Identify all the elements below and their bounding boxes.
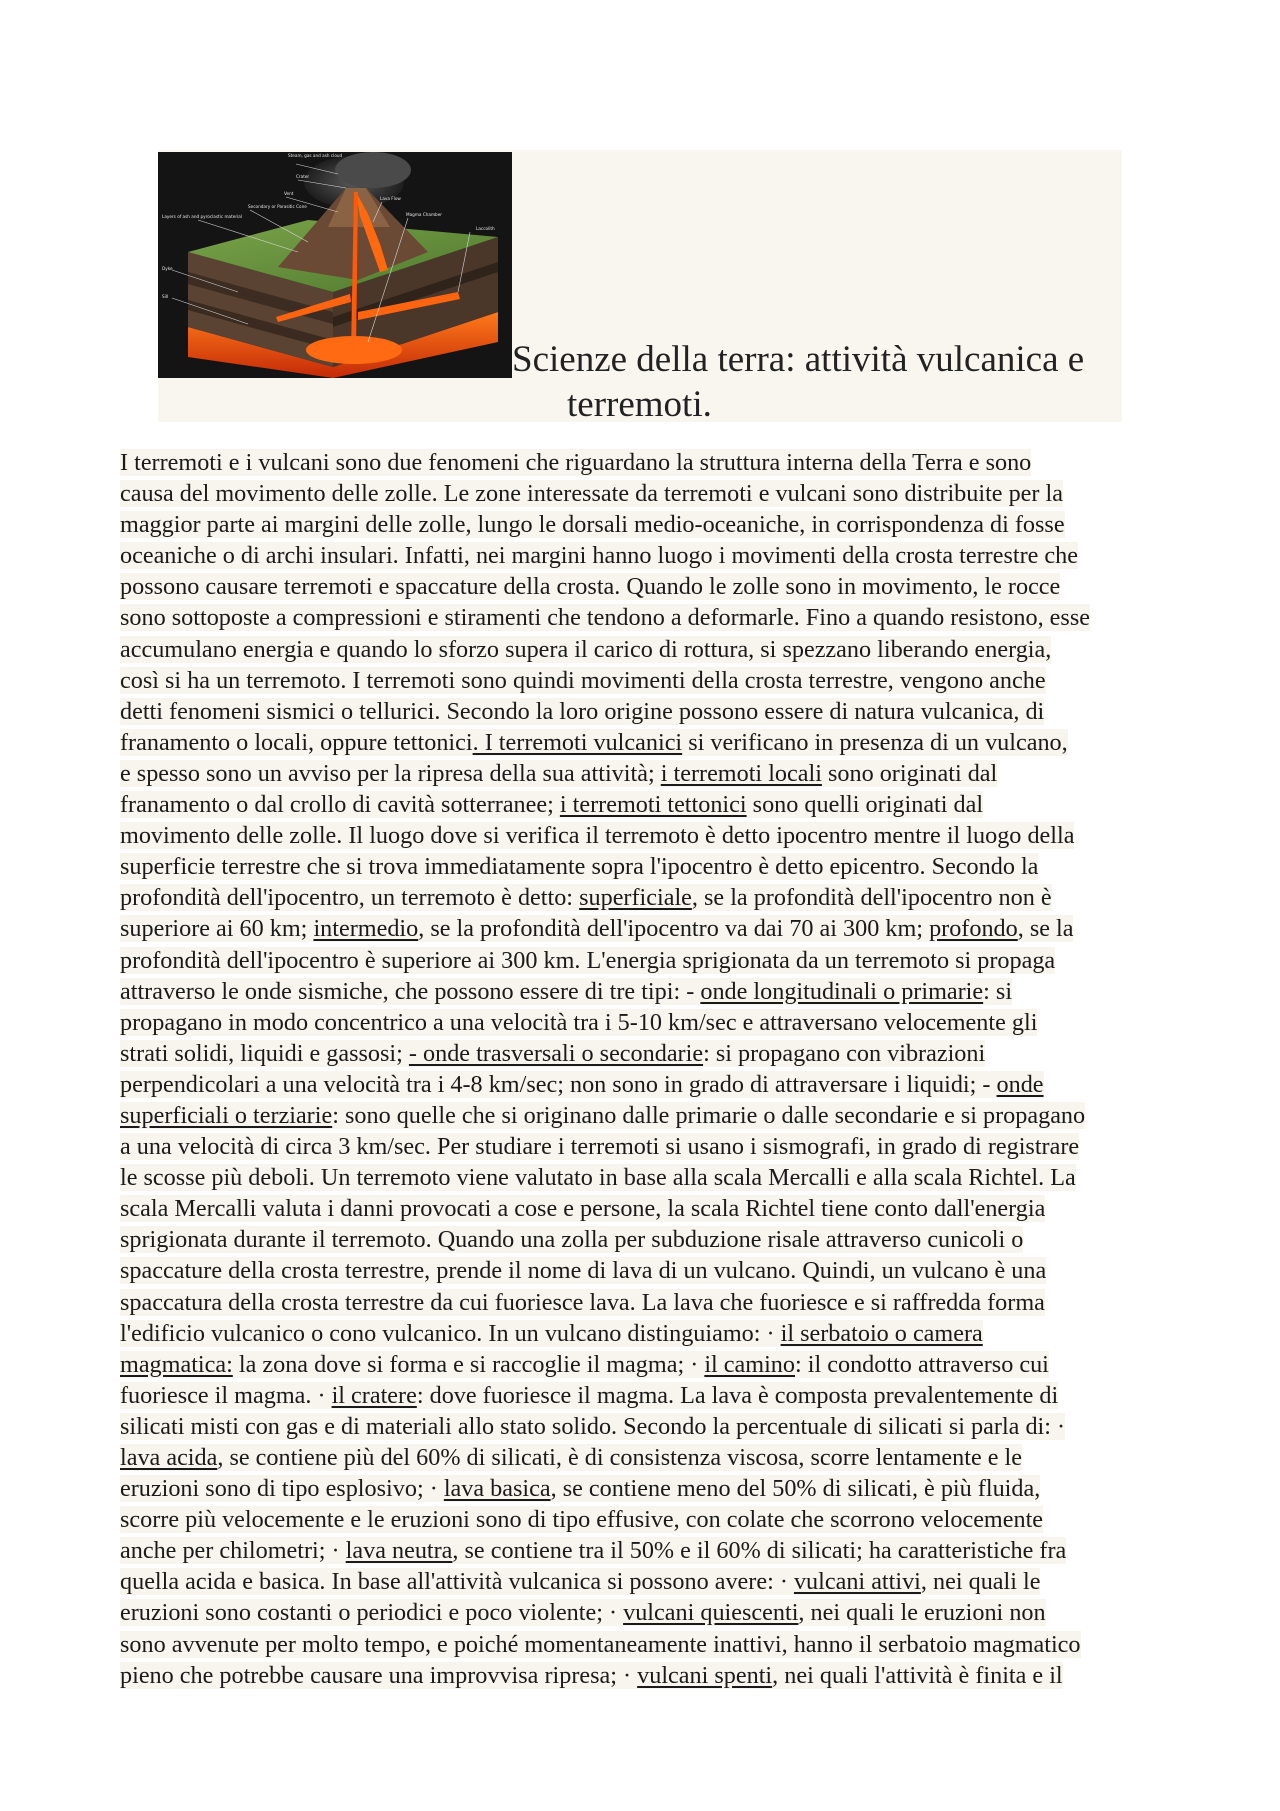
text-segment: quella acida e basica. In base all'attività vulcanica si possono avere: · bbox=[120, 1568, 794, 1596]
page-title bbox=[512, 337, 1122, 427]
text-line bbox=[120, 1224, 1172, 1255]
text-segment: , se contiene meno del 50% di silicati, è più fluida, bbox=[550, 1475, 1041, 1503]
text-segment: detti fenomeni sismici o tellurici. Secondo la loro origine possono essere di natura vulcanica, di bbox=[120, 697, 1045, 725]
text-line bbox=[120, 571, 1172, 602]
underlined-term: il camino bbox=[704, 1350, 795, 1378]
text-line bbox=[120, 1535, 1172, 1566]
title-line-2: terremoti. bbox=[567, 384, 712, 425]
underlined-term: superficiale bbox=[579, 884, 692, 912]
text-segment: scorre più velocemente e le eruzioni sono di tipo effusive, con colate che scorrono velocemente bbox=[120, 1506, 1044, 1534]
text-segment: così si ha un terremoto. I terremoti sono quindi movimenti della crosta terrestre, vengono anche bbox=[120, 666, 1046, 694]
text-segment: franamento o locali, oppure tettonici bbox=[120, 728, 473, 756]
text-segment: l'edificio vulcanico o cono vulcanico. In un vulcano distinguiamo: · bbox=[120, 1319, 781, 1347]
text-line-content bbox=[120, 1444, 1022, 1471]
underlined-term: vulcani attivi bbox=[793, 1568, 921, 1596]
underlined-term: i terremoti tettonici bbox=[559, 791, 747, 819]
text-segment: : il condotto attraverso cui bbox=[795, 1350, 1049, 1378]
text-line-content bbox=[120, 1568, 1040, 1595]
text-line-content bbox=[120, 1289, 1045, 1316]
text-line bbox=[120, 1100, 1172, 1131]
text-segment: , nei quali le eruzioni non bbox=[798, 1599, 1046, 1627]
text-line bbox=[120, 1069, 1172, 1100]
text-segment: sono quelli originati dal bbox=[746, 791, 984, 819]
text-segment: maggior parte ai margini delle zolle, lungo le dorsali medio-oceaniche, in corrispondenza di fosse bbox=[120, 511, 1065, 539]
text-line-content bbox=[120, 729, 1068, 756]
text-line-content bbox=[120, 760, 997, 787]
label-steam-cloud: Steam, gas and ash cloud bbox=[288, 153, 343, 158]
text-line-content bbox=[120, 1195, 1045, 1222]
text-line-content bbox=[120, 978, 1012, 1005]
text-line bbox=[120, 1411, 1172, 1442]
text-segment: propagano in modo concentrico a una velocità tra i 5-10 km/sec e attraversano velocemente gli bbox=[120, 1008, 1038, 1036]
text-line-content bbox=[120, 636, 1051, 663]
text-segment: le scosse più deboli. Un terremoto viene valutato in base alla scala Mercalli e alla scala Richtel. La bbox=[120, 1164, 1076, 1192]
text-line bbox=[120, 882, 1172, 913]
text-line bbox=[120, 1660, 1172, 1691]
text-line-content bbox=[120, 1071, 1044, 1098]
label-secondary-cone: Secondary or Parasitic Cone bbox=[248, 204, 307, 209]
label-laccolith: Laccolith bbox=[476, 226, 495, 231]
text-line-content bbox=[120, 542, 1078, 569]
text-line-content bbox=[120, 604, 1090, 631]
text-line-content bbox=[120, 1351, 1049, 1378]
text-line bbox=[120, 665, 1172, 696]
text-line bbox=[120, 478, 1172, 509]
label-sill: Sill bbox=[162, 294, 169, 299]
text-line bbox=[120, 634, 1172, 665]
underlined-term: lava neutra bbox=[345, 1537, 453, 1565]
text-line-content bbox=[120, 1226, 1023, 1253]
text-line bbox=[120, 447, 1172, 478]
text-segment: , nei quali l'attività è finita e il bbox=[772, 1661, 1063, 1689]
text-line bbox=[120, 509, 1172, 540]
text-segment: silicati misti con gas e di materiali allo stato solido. Secondo la percentuale di silicati si parla di: · bbox=[120, 1412, 1066, 1440]
text-line-content bbox=[120, 884, 1052, 911]
text-segment: movimento delle zolle. Il luogo dove si verifica il terremoto è detto ipocentro mentre il luogo della bbox=[120, 822, 1075, 850]
text-segment: a una velocità di circa 3 km/sec. Per studiare i terremoti si usano i sismografi, in grado di registrare bbox=[120, 1133, 1080, 1161]
volcano-diagram-image bbox=[158, 152, 512, 378]
text-line-content bbox=[120, 667, 1046, 694]
text-line bbox=[120, 696, 1172, 727]
text-line-content bbox=[120, 1040, 985, 1067]
text-line-content bbox=[120, 1133, 1079, 1160]
text-line bbox=[120, 540, 1172, 571]
underlined-term: lava basica bbox=[443, 1475, 551, 1503]
text-line-content bbox=[120, 1382, 1058, 1409]
text-line-content bbox=[120, 1320, 983, 1347]
text-segment: possono causare terremoti e spaccature della crosta. Quando le zolle sono in movimento, le rocce bbox=[120, 573, 1061, 601]
text-segment: , se la bbox=[1017, 915, 1074, 943]
label-lava-flow: Lava Flow bbox=[380, 196, 401, 201]
text-segment: fuoriesce il magma. · bbox=[120, 1381, 332, 1409]
underlined-term: i terremoti locali bbox=[660, 759, 822, 787]
text-segment: , se la profondità dell'ipocentro va dai 70 ai 300 km; bbox=[418, 915, 930, 943]
text-line-content bbox=[120, 1009, 1037, 1036]
text-line bbox=[120, 1504, 1172, 1535]
text-line bbox=[120, 851, 1172, 882]
underlined-term: onde bbox=[996, 1070, 1044, 1098]
text-segment: anche per chilometri; · bbox=[120, 1537, 346, 1565]
text-line bbox=[120, 1629, 1172, 1660]
text-line-content bbox=[120, 1599, 1046, 1626]
text-segment: superficie terrestre che si trova immediatamente sopra l'ipocentro è detto epicentro. Secondo la bbox=[120, 853, 1039, 881]
text-segment: sono sottoposte a compressioni e stiramenti che tendono a deformarle. Fino a quando resistono, esse bbox=[120, 604, 1090, 632]
text-segment: perpendicolari a una velocità tra i 4-8 km/sec; non sono in grado di attraversare i liquidi; - bbox=[120, 1070, 997, 1098]
underlined-term: . I terremoti vulcanici bbox=[472, 728, 683, 756]
text-segment: pieno che potrebbe causare una improvvisa ripresa; · bbox=[120, 1661, 638, 1689]
text-line-content bbox=[120, 480, 1063, 507]
text-line-content bbox=[120, 791, 983, 818]
text-line bbox=[120, 1193, 1172, 1224]
underlined-term: il cratere bbox=[331, 1381, 417, 1409]
text-line-content bbox=[120, 511, 1065, 538]
text-line-content bbox=[120, 853, 1038, 880]
text-line bbox=[120, 789, 1172, 820]
text-line bbox=[120, 1287, 1172, 1318]
text-segment: attraverso le onde sismiche, che possono essere di tre tipi: - bbox=[120, 977, 701, 1005]
text-segment: spaccatura della crosta terrestre da cui fuoriesce lava. La lava che fuoriesce e si raffredda forma bbox=[120, 1288, 1045, 1316]
text-line bbox=[120, 1007, 1172, 1038]
text-line bbox=[120, 913, 1172, 944]
text-line bbox=[120, 1162, 1172, 1193]
text-segment: : si bbox=[983, 977, 1013, 1005]
title-line-1: Scienze della terra: attività vulcanica e bbox=[512, 339, 1085, 380]
text-line-content bbox=[120, 1506, 1043, 1533]
text-segment: eruzioni sono di tipo esplosivo; · bbox=[120, 1475, 444, 1503]
text-line-content bbox=[120, 449, 1031, 476]
label-crater: Crater bbox=[296, 174, 310, 179]
underlined-term: profondo bbox=[929, 915, 1018, 943]
text-line bbox=[120, 758, 1172, 789]
text-line-content bbox=[120, 573, 1060, 600]
text-segment: , nei quali le bbox=[920, 1568, 1041, 1596]
underlined-term: intermedio bbox=[313, 915, 419, 943]
text-line bbox=[120, 1473, 1172, 1504]
text-line bbox=[120, 1318, 1172, 1349]
text-segment: , se la profondità dell'ipocentro non è bbox=[691, 884, 1052, 912]
text-line-content bbox=[120, 947, 1055, 974]
text-line bbox=[120, 1131, 1172, 1162]
text-segment: profondità dell'ipocentro è superiore ai 300 km. L'energia sprigionata da un terremoto si propaga bbox=[120, 946, 1056, 974]
text-line-content bbox=[120, 915, 1073, 942]
text-line-content bbox=[120, 1662, 1063, 1689]
label-dyke: Dyke bbox=[162, 266, 173, 271]
text-segment: e spesso sono un avviso per la ripresa della sua attività; bbox=[120, 759, 661, 787]
text-line bbox=[120, 1038, 1172, 1069]
body-paragraph bbox=[120, 447, 1172, 1691]
text-segment: causa del movimento delle zolle. Le zone interessate da terremoti e vulcani sono distribuite per la bbox=[120, 480, 1063, 508]
underlined-term: vulcani spenti bbox=[637, 1661, 773, 1689]
underlined-term: il serbatoio o camera bbox=[780, 1319, 983, 1347]
label-layers-ash: Layers of ash and pyroclastic material bbox=[162, 214, 242, 219]
text-line bbox=[120, 1380, 1172, 1411]
text-line-content bbox=[120, 1413, 1065, 1440]
text-line bbox=[120, 602, 1172, 633]
text-segment: spaccature della crosta terrestre, prende il nome di lava di un vulcano. Quindi, un vulcano è una bbox=[120, 1257, 1047, 1285]
text-segment: : si propagano con vibrazioni bbox=[703, 1039, 986, 1067]
text-line-content bbox=[120, 1631, 1081, 1658]
text-segment: si verificano in presenza di un vulcano, bbox=[682, 728, 1068, 756]
label-vent: Vent bbox=[284, 191, 294, 196]
text-line-content bbox=[120, 1257, 1046, 1284]
text-line bbox=[120, 820, 1172, 851]
text-line bbox=[120, 1255, 1172, 1286]
underlined-term: lava acida bbox=[120, 1444, 218, 1471]
text-segment: profondità dell'ipocentro, un terremoto è detto: bbox=[120, 884, 580, 912]
text-line bbox=[120, 976, 1172, 1007]
underlined-term: onde longitudinali o primarie bbox=[700, 977, 984, 1005]
text-segment: superiore ai 60 km; bbox=[120, 915, 314, 943]
text-line-content bbox=[120, 1164, 1076, 1191]
text-segment: , se contiene più del 60% di silicati, è di consistenza viscosa, scorre lentamente e le bbox=[217, 1444, 1022, 1471]
text-line bbox=[120, 945, 1172, 976]
text-segment: franamento o dal crollo di cavità sotterranee; bbox=[120, 791, 560, 819]
text-segment: strati solidi, liquidi e gassosi; bbox=[120, 1039, 409, 1067]
text-line-content bbox=[120, 698, 1044, 725]
label-magma-chamber: Magma Chamber bbox=[406, 212, 442, 217]
text-segment: eruzioni sono costanti o periodici e poco violente; · bbox=[120, 1599, 624, 1627]
text-segment: I terremoti e i vulcani sono due fenomeni che riguardano la struttura interna della Terra e sono bbox=[120, 449, 1032, 476]
text-segment: : dove fuoriesce il magma. La lava è composta prevalentemente di bbox=[416, 1381, 1059, 1409]
text-segment: la zona dove si forma e si raccoglie il magma; · bbox=[232, 1350, 705, 1378]
underlined-term: - onde trasversali o secondarie bbox=[408, 1039, 704, 1067]
text-segment: sono avvenute per molto tempo, e poiché momentaneamente inattivi, hanno il serbatoio magmatico bbox=[120, 1630, 1081, 1658]
text-segment: scala Mercalli valuta i danni provocati a cose e persone, la scala Richtel tiene conto dall'energia bbox=[120, 1195, 1046, 1223]
underlined-term: vulcani quiescenti bbox=[623, 1599, 799, 1627]
text-line bbox=[120, 1349, 1172, 1380]
text-segment: accumulano energia e quando lo sforzo supera il carico di rottura, si spezzano liberando energia, bbox=[120, 635, 1052, 663]
text-line bbox=[120, 727, 1172, 758]
text-segment: sono originati dal bbox=[821, 759, 998, 787]
text-line-content bbox=[120, 822, 1074, 849]
text-line bbox=[120, 1566, 1172, 1597]
text-line-content bbox=[120, 1475, 1040, 1502]
text-line bbox=[120, 1442, 1172, 1473]
text-line bbox=[120, 1597, 1172, 1628]
text-line-content bbox=[120, 1102, 1085, 1129]
text-segment: , se contiene tra il 50% e il 60% di silicati; ha caratteristiche fra bbox=[452, 1537, 1067, 1565]
text-line-content bbox=[120, 1537, 1066, 1564]
underlined-term: superficiali o terziarie bbox=[120, 1101, 333, 1129]
text-segment: sprigionata durante il terremoto. Quando una zolla per subduzione risale attraverso cunicoli o bbox=[120, 1226, 1024, 1254]
text-segment: oceaniche o di archi insulari. Infatti, nei margini hanno luogo i movimenti della crosta terrestre che bbox=[120, 542, 1078, 570]
underlined-term: magmatica: bbox=[120, 1350, 233, 1378]
text-segment: : sono quelle che si originano dalle primarie o dalle secondarie e si propagano bbox=[332, 1101, 1086, 1129]
